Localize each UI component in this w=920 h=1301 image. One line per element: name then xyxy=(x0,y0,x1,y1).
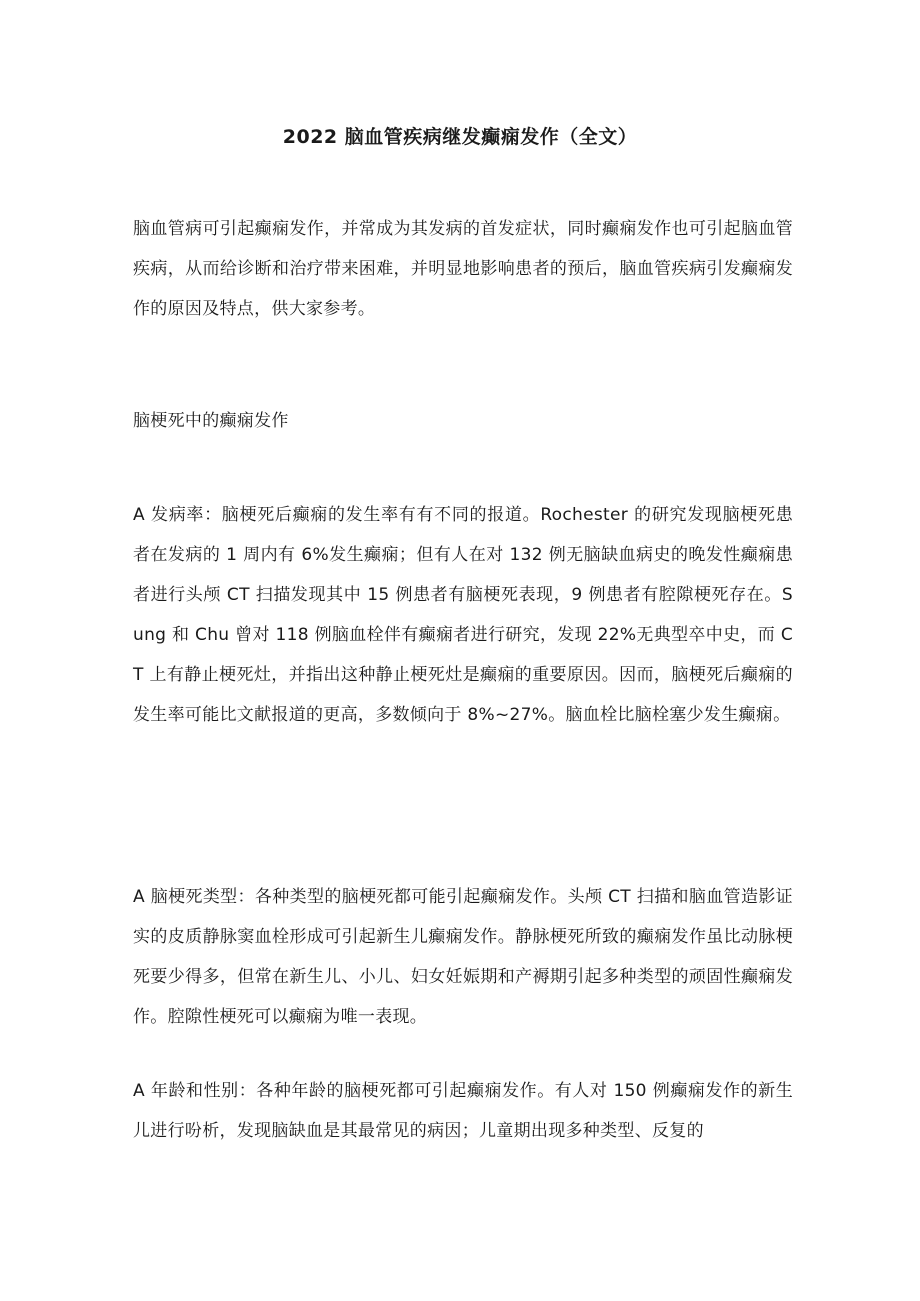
document-title: 2022 脑血管疾病继发癫痫发作（全文） xyxy=(282,126,638,148)
paragraph-infarct-type: A 脑梗死类型：各种类型的脑梗死都可能引起癫痫发作。头颅 CT 扫描和脑血管造影证实的皮质静脉窦血栓形成可引起新生儿癫痫发作。静脉梗死所致的癫痫发作虽比动脉梗死要少得多，但常在新生儿、小儿、妇女妊娠期和产褥期引起多种类型的顽固性癫痫发作。腔隙性梗死可以癫痫为唯一表现。 xyxy=(133,887,793,1027)
intro-paragraph: 脑血管病可引起癫痫发作，并常成为其发病的首发症状，同时癫痫发作也可引起脑血管疾病，从而给诊断和治疗带来困难，并明显地影响患者的预后，脑血管疾病引发癫痫发作的原因及特点，供大家参考。 xyxy=(133,219,793,319)
paragraph-incidence: A 发病率：脑梗死后癫痫的发生率有有不同的报道。Rochester 的研究发现脑梗死患者在发病的 1 周内有 6%发生癫痫；但有人在对 132 例无脑缺血病史的晚发性癫痫患者进行头颅 CT 扫描发现其中 15 例患者有脑梗死表现，9 例患者有腔隙梗死存在。Sung 和 Chu 曾对 118 例脑血栓伴有癫痫者进行研究，发现 22%无典型卒中史，而 CT 上有静止梗死灶，并指出这种静止梗死灶是癫痫的重要原因。因而，脑梗死后癫痫的发生率可能比文献报道的更高，多数倾向于 8%~27%。脑血栓比脑栓塞少发生癫痫。 xyxy=(133,505,793,725)
paragraph-age-gender: A 年龄和性别：各种年龄的脑梗死都可引起癫痫发作。有人对 150 例癫痫发作的新生儿进行吩析，发现脑缺血是其最常见的病因；儿童期出现多种类型、反复的 xyxy=(133,1081,793,1141)
section-heading: 脑梗死中的癫痫发作 xyxy=(133,411,289,431)
